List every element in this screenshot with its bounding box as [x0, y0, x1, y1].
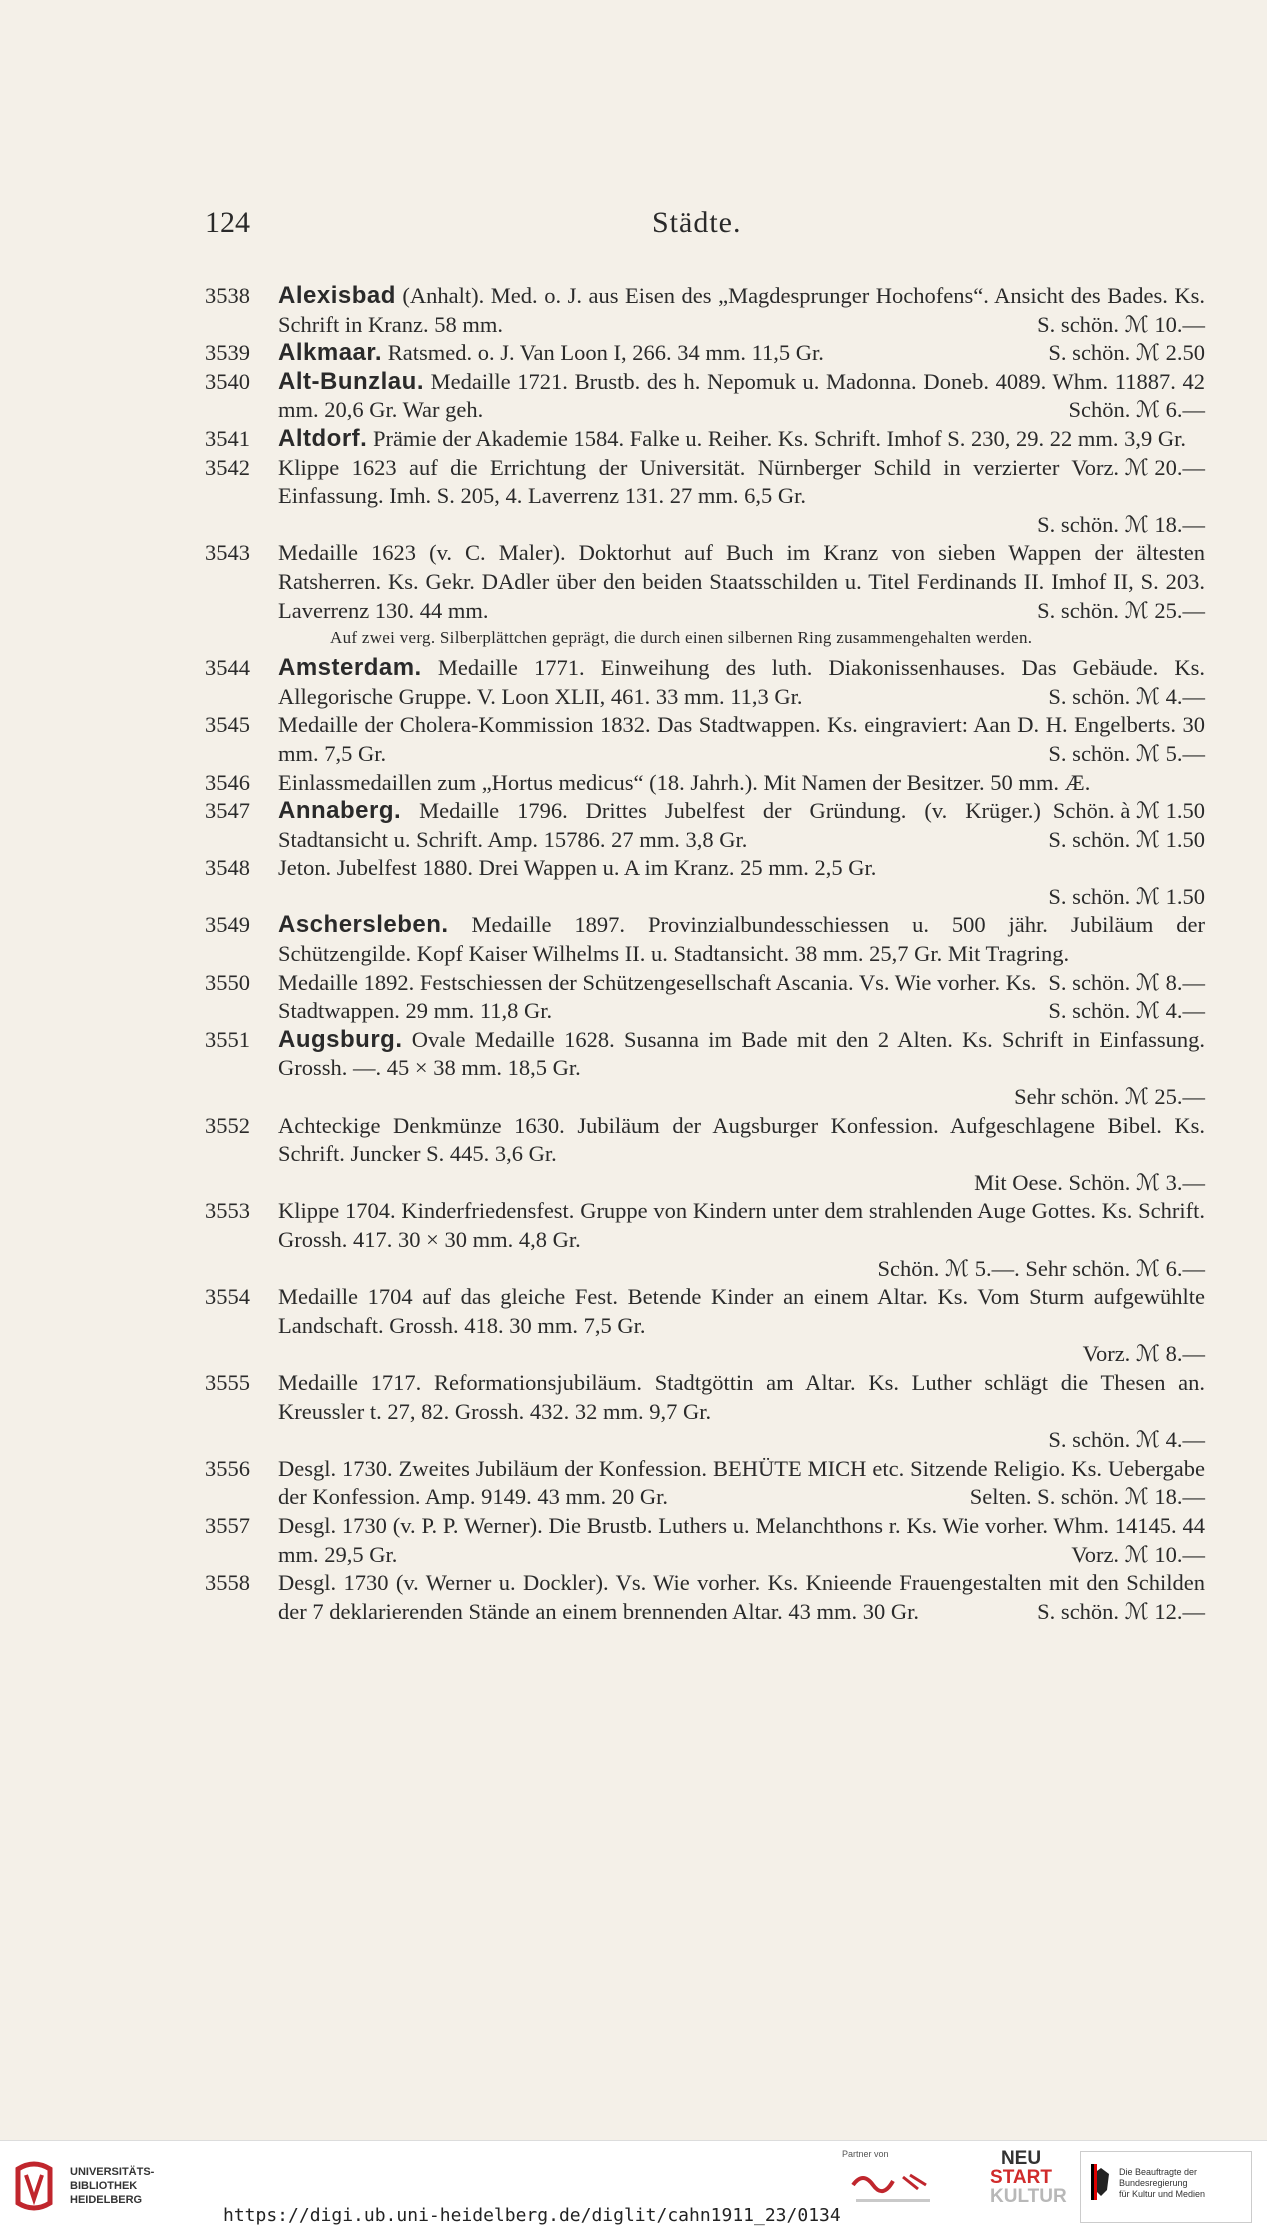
- entry-description: Medaille 1892. Festschiessen der Schützengesellschaft Ascania. Vs. Wie vorher. Ks. Stadtwappen. 29 mm. 11,8 Gr.: [278, 969, 1037, 1024]
- catalog-entries: [205, 282, 1205, 1626]
- city-name: Annaberg.: [278, 797, 402, 825]
- entry-grade-price: Mit Oese. Schön. ℳ 3.—: [974, 1169, 1205, 1195]
- entry-number: 3557: [205, 1512, 250, 1538]
- entry-description: Klippe 1623 auf die Errichtung der Universität. Nürnberger Schild in verzierter Einfassung. Imh. S. 205, 4. Laverrenz 131. 27 mm. 6,5 Gr.: [278, 454, 1060, 509]
- entry-number: 3548: [205, 855, 250, 881]
- entry-grade-price: S. schön. ℳ 8.—: [1048, 969, 1205, 995]
- entry-description: Desgl. 1730 (v. Werner u. Dockler). Vs. Wie vorher. Ks. Knieende Frauengestalten mit den Schilden der 7 deklarierenden Stände an einem brennenden Altar. 43 mm. 30 Gr.: [278, 1570, 1205, 1624]
- entry-grade-price: S. schön. ℳ 4.—: [1048, 683, 1205, 709]
- entry-number: 3540: [205, 368, 250, 394]
- entry-number: 3549: [205, 912, 250, 938]
- entry-number: 3538: [205, 283, 250, 308]
- entry-description: Medaille 1796. Drittes Jubelfest der Gründung. (v. Krüger.) Stadtansicht u. Schrift. Amp. 15786. 27 mm. 3,8 Gr.: [278, 798, 1041, 852]
- entry-number: 3547: [205, 798, 250, 824]
- entry-description: Ratsmed. o. J. Van Loon I, 266. 34 mm. 11,5 Gr.: [382, 340, 824, 366]
- city-name: Amsterdam.: [278, 654, 422, 682]
- entry-grade-price: S. schön. ℳ 25.—: [1037, 597, 1205, 623]
- neustart-line: KULTUR: [990, 2186, 1067, 2207]
- entry-grade-price: Schön. ℳ 6.—: [1068, 397, 1205, 423]
- entry-description: Desgl. 1730 (v. P. P. Werner). Die Brustb. Luthers u. Melanchthons r. Ks. Wie vorher. Whm. 14145. 44 mm. 29,5 Gr.: [278, 1512, 1205, 1567]
- viewer-footer: [0, 2140, 1267, 2232]
- entry-number: 3543: [205, 540, 250, 566]
- catalog-entry: [205, 1283, 1205, 1369]
- library-name-line: HEIDELBERG: [70, 2194, 143, 2206]
- entry-description: Medaille 1704 auf das gleiche Fest. Betende Kinder an einem Altar. Ks. Vom Sturm aufgewühlte Landschaft. Grossh. 418. 30 mm. 7,5 Gr.: [278, 1284, 1205, 1338]
- entry-number: 3552: [205, 1112, 250, 1138]
- page-number: 124: [205, 206, 250, 239]
- city-name: Aschersleben.: [278, 911, 449, 939]
- partner-label: Partner von: [842, 2149, 889, 2159]
- city-name: Altdorf.: [278, 424, 368, 452]
- catalog-entry: [205, 854, 1205, 911]
- neustart-line: START: [990, 2167, 1052, 2188]
- entry-number: 3550: [205, 969, 250, 995]
- library-name-line: UNIVERSITÄTS-: [70, 2166, 155, 2178]
- catalog-entry: [205, 1569, 1205, 1626]
- entry-grade-price: S. schön. ℳ 12.—: [1037, 1598, 1205, 1624]
- catalog-entry: [205, 1112, 1205, 1198]
- entry-description: Desgl. 1730. Zweites Jubiläum der Konfession. BEHÜTE MICH etc. Sitzende Religio. Ks. Uebergabe der Konfession. Amp. 9149. 43 mm. 20 Gr.: [278, 1455, 1205, 1510]
- entry-description: Medaille 1717. Reformationsjubiläum. Stadtgöttin am Altar. Ks. Luther schlägt die Thesen an. Kreussler t. 27, 82. Grossh. 432. 32 mm. 9,7 Gr.: [278, 1369, 1205, 1424]
- catalog-entry: [205, 282, 1205, 339]
- city-name: Alt-Bunzlau.: [278, 367, 424, 395]
- entry-description: Medaille 1771. Einweihung des luth. Diakonissenhauses. Das Gebäude. Ks. Allegorische Gruppe. V. Loon XLII, 461. 33 mm. 11,3 Gr.: [278, 655, 1205, 709]
- entry-grade-price: Schön. à ℳ 1.50: [1052, 798, 1205, 824]
- entry-description: Jeton. Jubelfest 1880. Drei Wappen u. A im Kranz. 25 mm. 2,5 Gr.: [278, 855, 877, 881]
- entry-number: 3555: [205, 1369, 250, 1395]
- entry-number: 3554: [205, 1284, 250, 1310]
- city-name: Alkmaar.: [278, 339, 383, 367]
- entry-description: Medaille 1721. Brustb. des h. Nepomuk u. Madonna. Doneb. 4089. Whm. 11887. 42 mm. 20,6 Gr. War geh.: [278, 368, 1205, 423]
- entry-number: 3553: [205, 1198, 250, 1224]
- catalog-entry: [205, 1455, 1205, 1512]
- catalog-entry: [205, 339, 1205, 368]
- catalog-entry: [205, 368, 1205, 425]
- entry-grade-price: S. schön. ℳ 1.50: [1048, 826, 1205, 852]
- entry-description: Medaille 1897. Provinzialbundesschiessen u. 500 jähr. Jubiläum der Schützengilde. Kopf Kaiser Wilhelms II. u. Stadtansicht. 38 mm. 25,7 Gr. Mit Tragring.: [278, 912, 1205, 967]
- entry-number: 3546: [205, 769, 250, 795]
- catalog-entry: [205, 654, 1205, 711]
- entry-number: 3544: [205, 655, 250, 681]
- catalog-entry: [205, 454, 1205, 540]
- entry-grade-price: S. schön. ℳ 4.—: [1048, 1427, 1205, 1453]
- catalog-entry: [205, 1512, 1205, 1569]
- entry-description: Einlassmedaillen zum „Hortus medicus“ (18. Jahrh.). Mit Namen der Besitzer. 50 mm. Æ.: [278, 769, 1091, 795]
- entry-number: 3541: [205, 425, 250, 451]
- entry-grade-price: Vorz. ℳ 20.—: [1071, 454, 1205, 480]
- entry-grade-price: Selten. S. schön. ℳ 18.—: [969, 1484, 1205, 1510]
- catalog-entry: [205, 797, 1205, 854]
- partner-logo-icon[interactable]: [848, 2163, 938, 2207]
- entry-number: 3558: [205, 1570, 250, 1596]
- permalink-url[interactable]: https://digi.ub.uni-heidelberg.de/diglit/cahn1911_23/0134: [223, 2205, 841, 2226]
- entry-description: Achteckige Denkmünze 1630. Jubiläum der Augsburger Konfession. Aufgeschlagene Bibel. Ks. Schrift. Juncker S. 445. 3,6 Gr.: [278, 1112, 1205, 1167]
- entry-number: 3545: [205, 712, 250, 738]
- library-name-line: BIBLIOTHEK: [70, 2180, 138, 2192]
- bkm-logo[interactable]: [1080, 2151, 1252, 2223]
- city-name: Augsburg.: [278, 1025, 403, 1053]
- entry-description: Prämie der Akademie 1584. Falke u. Reiher. Ks. Schrift. Imhof S. 230, 29. 22 mm. 3,9 Gr.: [367, 425, 1186, 451]
- bkm-line: Die Beauftragte der Bundesregierung: [1119, 2167, 1198, 2188]
- library-emblem-icon: [14, 2159, 54, 2213]
- neustart-line: NEU: [1000, 2148, 1042, 2169]
- entry-grade-price: S. schön. ℳ 1.50: [1048, 883, 1205, 909]
- entry-grade-price: Vorz. ℳ 10.—: [1071, 1541, 1205, 1567]
- page-title: Städte.: [652, 206, 742, 239]
- catalog-entry: [205, 1369, 1205, 1455]
- entry-description: Medaille 1623 (v. C. Maler). Doktorhut auf Buch im Kranz von sieben Wappen der ältesten Ratsherren. Ks. Gekr. DAdler über den beiden Staatsschilden u. Titel Ferdinands II. Imhof II, S. 203. Laverrenz 130. 44 mm.: [278, 540, 1205, 623]
- entry-grade-price: Schön. ℳ 5.—. Sehr schön. ℳ 6.—: [877, 1255, 1205, 1281]
- entry-number: 3556: [205, 1455, 250, 1481]
- entry-description: Ovale Medaille 1628. Susanna im Bade mit den 2 Alten. Ks. Schrift in Einfassung. Grossh. —. 45 × 38 mm. 18,5 Gr.: [278, 1026, 1205, 1081]
- entry-number: 3551: [205, 1026, 250, 1052]
- catalog-entry: [205, 539, 1205, 625]
- entry-description: Klippe 1704. Kinderfriedensfest. Gruppe von Kindern unter dem strahlenden Auge Gottes. Ks. Schrift. Grossh. 417. 30 × 30 mm. 4,8 Gr.: [278, 1198, 1205, 1252]
- entry-description: (Anhalt). Med. o. J. aus Eisen des „Magdesprunger Hochofens“. Ansicht des Bades. Ks. Schrift in Kranz. 58 mm.: [278, 283, 1205, 337]
- catalog-entry: [205, 711, 1205, 768]
- entry-grade-price: S. schön. ℳ 18.—: [1037, 511, 1205, 537]
- entry-number: 3539: [205, 340, 250, 366]
- city-name: Alexisbad: [278, 282, 396, 309]
- entry-description: Medaille der Cholera-Kommission 1832. Das Stadtwappen. Ks. eingraviert: Aan D. H. Engelberts. 30 mm. 7,5 Gr.: [278, 712, 1205, 766]
- entry-grade-price: Vorz. ℳ 8.—: [1082, 1341, 1205, 1367]
- catalog-entry: [205, 1197, 1205, 1283]
- bkm-line: für Kultur und Medien: [1119, 2189, 1206, 2199]
- neustart-kultur-logo[interactable]: [990, 2148, 1067, 2207]
- federal-eagle-icon: [1089, 2164, 1113, 2200]
- catalog-entry: [205, 969, 1205, 1026]
- entry-note: Auf zwei verg. Silberplättchen geprägt, die durch einen silbernen Ring zusammengehalten werden.: [330, 628, 1033, 648]
- entry-grade-price: S. schön. ℳ 4.—: [1048, 998, 1205, 1024]
- entry-number: 3542: [205, 454, 250, 480]
- entry-grade-price: S. schön. ℳ 10.—: [1037, 311, 1205, 337]
- entry-grade-price: S. schön. ℳ 5.—: [1048, 740, 1205, 766]
- catalog-entry: [205, 1026, 1205, 1112]
- entry-grade-price: Sehr schön. ℳ 25.—: [1014, 1084, 1205, 1110]
- entry-grade-price: S. schön. ℳ 2.50: [1048, 340, 1205, 366]
